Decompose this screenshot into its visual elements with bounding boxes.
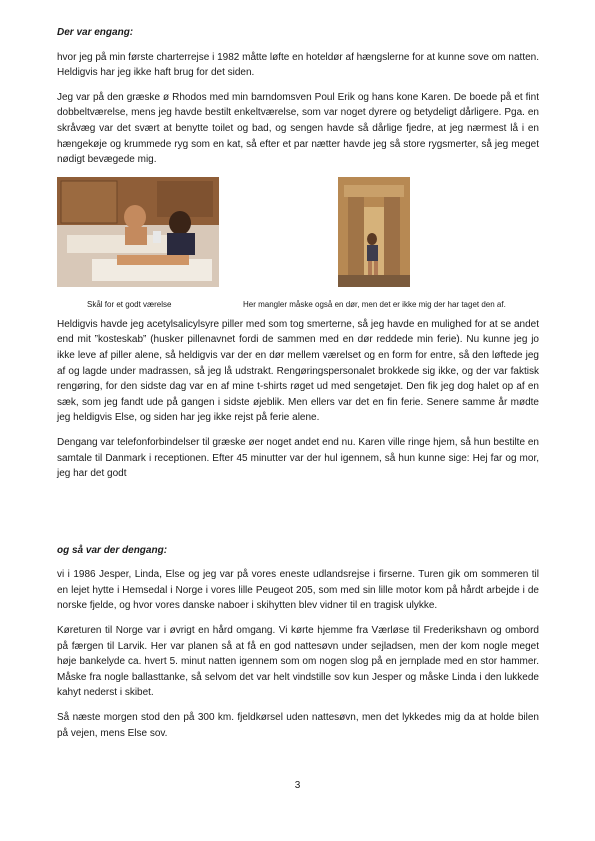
photo-row xyxy=(57,177,539,317)
paragraph: Så næste morgen stod den på 300 km. fjeldkørsel uden nattesøvn, men det lykkedes mig da at holde bilen på vejen, mens Else sov. xyxy=(57,712,539,739)
photo-doorway xyxy=(338,177,410,287)
photo-caption: Her mangler måske også en dør, men det er ikke mig der har taget den af. xyxy=(243,299,506,309)
page-content xyxy=(57,25,539,750)
paragraph: Jeg var på den græske ø Rhodos med min barndomsven Poul Erik og hans kone Karen. De boede på et fint dobbeltværelse, mens jeg havde bestilt enkeltværelse, som var noget dyrere og betydeligt dårligere. Pga. en skråvæg var det svært at benytte toilet og bad, og sengen havde så dårlige fjedre, at jeg nærmest lå i en hængekøje og krummede ryg som en kat, så efter et par nætter havde jeg så store rygsmerter, så jeg meget nødigt bevægede mig. xyxy=(57,91,539,166)
paragraph: hvor jeg på min første charterrejse i 1982 måtte løfte en hoteldør af hængslerne for at kunne sove om natten. Heldigvis har jeg ikke haft brug for det siden. xyxy=(57,51,539,79)
section-heading: og så var der dengang: xyxy=(57,544,168,556)
paragraph: Heldigvis havde jeg acetylsalicylsyre piller med som tog smerterne, så jeg havde en mulighed for at se andet end mit ”kosteskab” (husker pillenavnet fordi de sammen med en dør reddede min ferie). Nu kunne jeg jo ikke leve af piller alene, så heldigvis var der en dør mellem værelset og en form for entre, så den løftede jeg af og lagde under madrassen, så jeg lå udstrakt. Rengøringspersonalet brokkede sig ikke, og der var faktisk rengøring, for den sidste dag var en af mine t-shirts røget ud med sengetøjet. Den fik jeg dog halet op af en sæk, som jeg fandt ude på gangen i sidste øjeblik. Men ellers var det en fin ferie. Senere samme år mødte jeg heldigvis Else, og siden har jeg ikke rejst på ferie alene. xyxy=(57,318,539,424)
paragraph: Køreturen til Norge var i øvrigt en hård omgang. Vi kørte hjemme fra Værløse til Frederikshavn og ombord på færgen til Larvik. Her var planen så at få en god nattesøvn under sejladsen, men der kom nogle meget høje bankelyde ca. hvert 5. minut natten igennem som om nogen slog på en jernplade med en stor hammer. Måske fra nogle ballasttanke, så selvom det var helt vindstille sov kun Jesper og måske Linda i den lukkede kahyt nederst i skibet. xyxy=(57,625,539,699)
photo-caption: Skål for et godt værelse xyxy=(87,299,172,309)
section-heading: Der var engang: xyxy=(57,27,134,38)
section-spacer xyxy=(57,491,539,543)
photo-hotel-room xyxy=(57,177,219,287)
paragraph: vi i 1986 Jesper, Linda, Else og jeg var på vores eneste udlandsrejse i firserne. Turen gik om sommeren til en lejet hytte i Hemsedal i Norge i vores lille Peugeot 205, som med sin lille motor kom på hårdt arbejde i de norske fjelde, og hvor vores danske naboer i skihytten blev vidner til en tragisk ulykke. xyxy=(57,569,539,612)
paragraph: Dengang var telefonforbindelser til græske øer noget andet end nu. Karen ville ringe hjem, så hun bestilte en samtale til Danmark i receptionen. Efter 45 minutter var der hul igennem, så hun kunne sige: Hej far og mor, jeg har det godt xyxy=(57,436,539,480)
page-number: 3 xyxy=(294,780,301,791)
